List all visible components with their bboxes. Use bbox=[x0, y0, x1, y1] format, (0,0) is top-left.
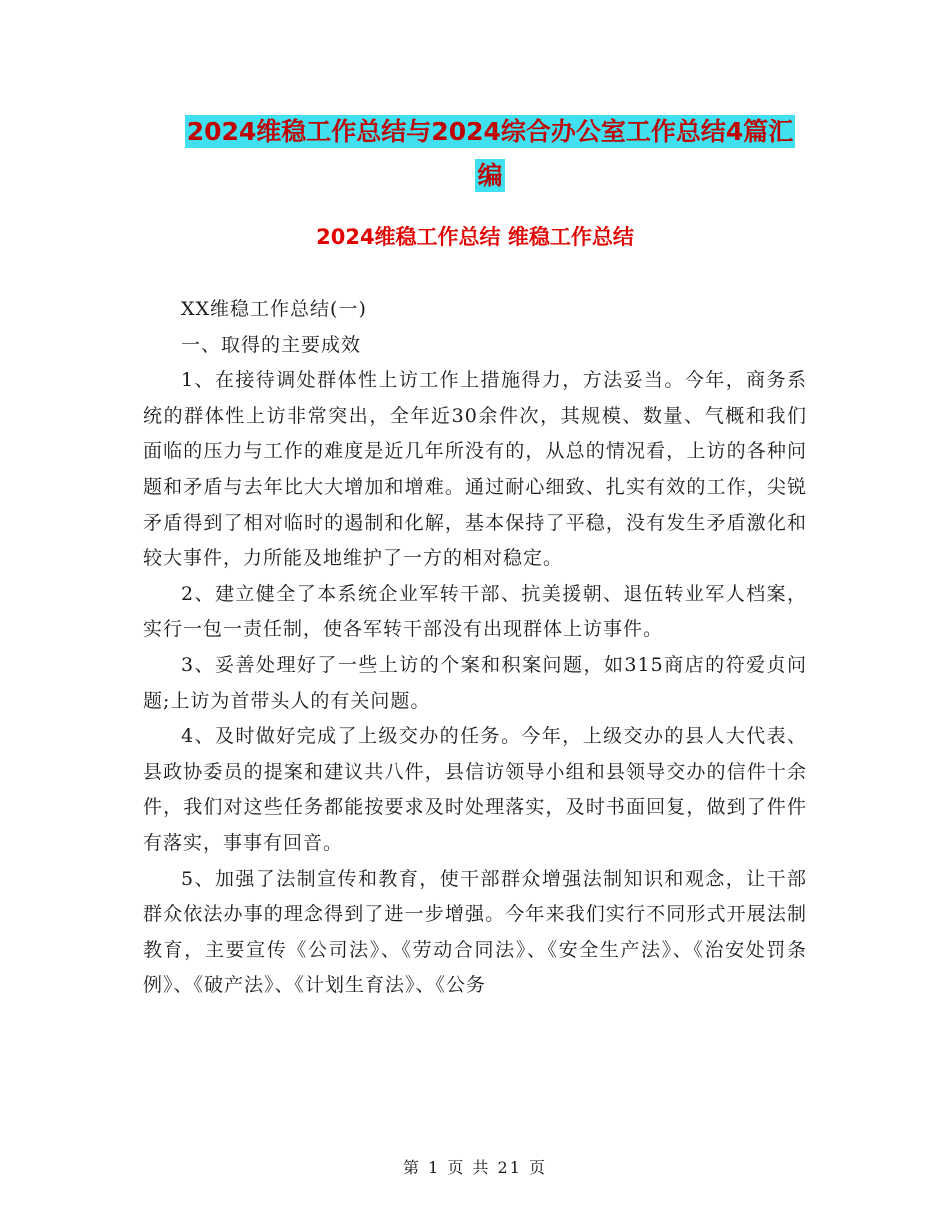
document-title bbox=[160, 110, 820, 198]
paragraph: 1、在接待调处群体性上访工作上措施得力，方法妥当。今年，商务系统的群体性上访非常突出，全年近30余件次，其规模、数量、气概和我们面临的压力与工作的难度是近几年所没有的，从总的情况看，上访的各种问题和矛盾与去年比大大增加和增难。通过耐心细致、扎实有效的工作，尖锐矛盾得到了相对临时的遏制和化解，基本保持了平稳，没有发生矛盾激化和较大事件，力所能及地维护了一方的相对稳定。 bbox=[143, 369, 807, 570]
page-number: 第 1 页 共 21 页 bbox=[403, 1158, 547, 1177]
paragraph: 5、加强了法制宣传和教育，使干部群众增强法制知识和观念，让干部群众依法办事的理念得到了进一步增强。今年来我们实行不同形式开展法制教育，主要宣传《公司法》、《劳动合同法》、《安全生产法》、《治安处罚条例》、《破产法》、《计划生育法》、《公务 bbox=[143, 867, 807, 997]
document-title-line2: 编 bbox=[477, 161, 503, 190]
section-title: 2024维稳工作总结 维稳工作总结 bbox=[316, 225, 634, 249]
paragraph: XX维稳工作总结(一) bbox=[181, 298, 367, 320]
document-body bbox=[143, 292, 807, 1004]
paragraph: 一、取得的主要成效 bbox=[181, 333, 362, 356]
paragraph: 2、建立健全了本系统企业军转干部、抗美援朝、退伍转业军人档案，实行一包一责任制，使各军转干部没有出现群体上访事件。 bbox=[143, 582, 807, 641]
document-title-line1: 2024维稳工作总结与2024综合办公室工作总结4篇汇 bbox=[186, 117, 794, 146]
paragraph: 3、妥善处理好了一些上访的个案和积案问题，如315商店的符爱贞问题;上访为首带头人的有关问题。 bbox=[143, 653, 807, 712]
paragraph: 4、及时做好完成了上级交办的任务。今年，上级交办的县人大代表、县政协委员的提案和建议共八件，县信访领导小组和县领导交办的信件十余件，我们对这些任务都能按要求及时处理落实，及时书面回复，做到了件件有落实，事事有回音。 bbox=[143, 725, 807, 854]
